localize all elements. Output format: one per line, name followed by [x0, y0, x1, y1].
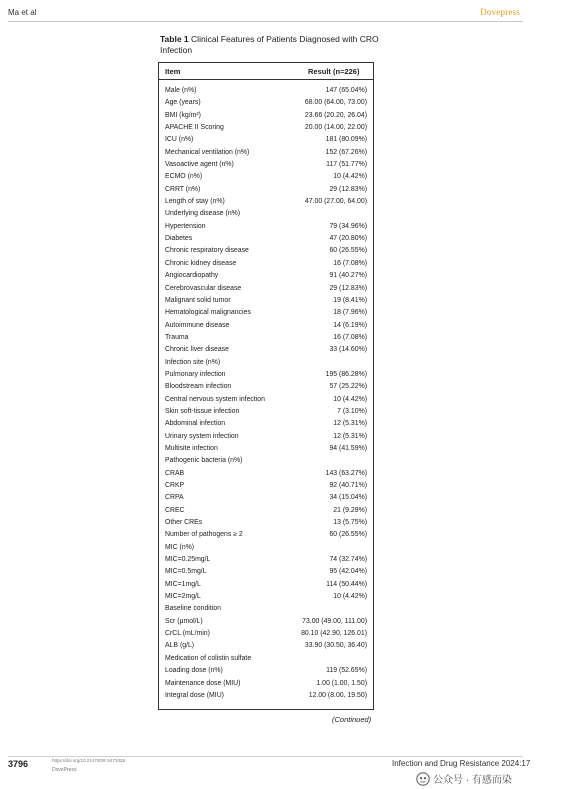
row-item-label: Hypertension	[165, 222, 206, 230]
row-result-value: 79 (34.96%)	[329, 222, 367, 230]
row-item-label: CREC	[165, 506, 185, 514]
row-item-label: Malignant solid tumor	[165, 296, 231, 304]
row-item-label: Maintenance dose (MIU)	[165, 679, 241, 687]
row-result-value: 91 (40.27%)	[329, 272, 367, 280]
table-row	[159, 184, 373, 196]
table-row	[159, 628, 373, 640]
watermark-text: 公众号 · 有感而染	[433, 775, 512, 786]
table-row	[159, 517, 373, 529]
row-result-value: 12.00 (8.00, 19.50)	[308, 691, 367, 699]
table-row	[159, 468, 373, 480]
row-result-value: 1.00 (1.00, 1.50)	[316, 679, 367, 687]
row-item-label: Chronic liver disease	[165, 346, 229, 354]
row-result-value: 147 (65.04%)	[325, 87, 367, 94]
row-result-value: 18 (7.96%)	[333, 309, 367, 317]
row-item-label: Trauma	[165, 333, 189, 341]
row-result-value: 181 (80.09%)	[325, 136, 367, 144]
row-result-value: 12 (5.31%)	[333, 420, 367, 428]
row-item-label: Angiocardiopathy	[165, 272, 219, 280]
row-result-value: 29 (12.83%)	[329, 284, 367, 292]
row-result-value: 23.66 (20.20, 26.04)	[304, 111, 367, 119]
row-result-value: 92 (40.71%)	[329, 482, 367, 489]
row-result-value: 119 (52.65%)	[326, 667, 367, 675]
row-item-label: Integral dose (MIU)	[165, 691, 224, 699]
row-result-value: 57 (25.22%)	[329, 383, 367, 391]
table-row	[159, 208, 373, 220]
row-item-label: Underlying disease (n%)	[165, 210, 241, 218]
row-result-value: 16 (7.08%)	[333, 259, 367, 267]
row-result-value: 10 (4.42%)	[333, 395, 367, 403]
table-row	[159, 233, 373, 245]
row-result-value: 10 (4.42%)	[333, 173, 367, 181]
row-item-label: Vasoactive agent (n%)	[165, 161, 234, 169]
table-row	[159, 591, 373, 603]
footer-divider	[8, 756, 523, 757]
continued-note: (Continued)	[332, 715, 372, 724]
row-result-value: 10 (4.42%)	[333, 593, 367, 601]
row-item-label: Hematological malignancies	[165, 309, 251, 317]
row-result-value: 34 (15.04%)	[329, 494, 367, 502]
row-item-label: ALB (g/L)	[165, 642, 195, 650]
row-item-label: Multisite infection	[165, 444, 218, 452]
journal-citation: Infection and Drug Resistance 2024:17	[392, 759, 531, 768]
table-row	[159, 431, 373, 443]
row-item-label: Mechanical ventilation (n%)	[165, 148, 250, 156]
row-result-value: 33.90 (30.50, 36.40)	[304, 642, 367, 650]
dovepress-footer-logo[interactable]: DovePress	[52, 767, 77, 773]
table-row	[159, 406, 373, 418]
table-row	[159, 492, 373, 504]
row-result-value: 16 (7.08%)	[333, 333, 367, 341]
running-header-author: Ma et al	[8, 8, 37, 17]
row-item-label: Length of stay (n%)	[165, 198, 225, 206]
row-result-value: 74 (32.74%)	[329, 556, 367, 564]
table-row	[159, 542, 373, 554]
row-item-label: CRAB	[165, 469, 185, 477]
doi-link[interactable]: https://doi.org/10.2147/IDR.S473328	[52, 758, 126, 763]
table-row	[159, 640, 373, 652]
row-item-label: Urinary system infection	[165, 432, 239, 440]
wechat-watermark	[416, 771, 512, 786]
table-row	[159, 332, 373, 344]
table-row	[159, 344, 373, 356]
row-item-label: MIC=2mg/L	[165, 593, 201, 601]
table-row	[159, 554, 373, 566]
row-result-value: 114 (50.44%)	[326, 580, 367, 588]
row-result-value: 20.00 (14.00, 22.00)	[304, 124, 367, 132]
table-row	[159, 455, 373, 467]
table-row	[159, 665, 373, 677]
row-item-label: ECMO (n%)	[165, 173, 203, 181]
row-item-label: MIC (n%)	[165, 543, 195, 551]
table-row	[159, 678, 373, 690]
table-row	[159, 505, 373, 517]
table-row	[159, 245, 373, 257]
row-result-value: 143 (63.27%)	[325, 469, 367, 477]
row-item-label: Bloodstream infection	[165, 383, 232, 391]
table-row	[159, 566, 373, 578]
row-item-label: Cerebrovascular disease	[165, 284, 242, 292]
header-divider	[8, 21, 523, 22]
table-row	[159, 579, 373, 591]
table-row	[159, 295, 373, 307]
row-item-label: Pulmonary infection	[165, 370, 226, 378]
table-row	[159, 221, 373, 233]
row-item-label: MIC=0.5mg/L	[165, 568, 207, 576]
row-result-value: 7 (3.10%)	[337, 407, 367, 415]
row-result-value: 73.00 (49.00, 111.00)	[302, 617, 367, 625]
table-row	[159, 283, 373, 295]
row-item-label: ICU (n%)	[165, 136, 194, 144]
table-row	[159, 394, 373, 406]
table-row	[159, 147, 373, 159]
row-item-label: Skin soft-tissue infection	[165, 407, 240, 415]
table-row	[159, 529, 373, 541]
row-result-value: 195 (86.28%)	[325, 370, 367, 378]
row-result-value: 68.00 (64.00, 73.00)	[304, 99, 367, 107]
row-result-value: 47 (20.80%)	[329, 235, 367, 243]
table-title-text: Clinical Features of Patients Diagnosed with CRO Infection	[160, 34, 379, 55]
row-item-label: Chronic kidney disease	[165, 259, 237, 267]
row-result-value: 152 (67.26%)	[325, 148, 367, 156]
column-header-item: Item	[165, 67, 181, 76]
table-row	[159, 122, 373, 134]
table-row	[159, 480, 373, 492]
table-row	[159, 134, 373, 146]
table-row	[159, 159, 373, 171]
row-result-value: 80.10 (42.90, 126.01)	[301, 630, 367, 638]
row-item-label: Other CREs	[165, 519, 203, 527]
row-result-value: 95 (42.04%)	[329, 568, 367, 576]
table-row	[159, 196, 373, 208]
row-result-value: 19 (8.41%)	[333, 296, 367, 304]
row-item-label: MIC=0.25mg/L	[165, 556, 211, 564]
row-item-label: Central nervous system infection	[165, 395, 265, 403]
clinical-features-table	[158, 62, 374, 710]
table-row	[159, 381, 373, 393]
table-row	[159, 357, 373, 369]
table-row	[159, 270, 373, 282]
row-result-value: 94 (41.59%)	[329, 444, 367, 452]
table-row	[159, 616, 373, 628]
wechat-official-account-icon	[416, 772, 430, 786]
row-result-value: 13 (5.75%)	[333, 519, 367, 527]
row-item-label: BMI (kg/m²)	[165, 111, 201, 119]
table-row	[159, 369, 373, 381]
row-item-label: Baseline condition	[165, 605, 221, 613]
table-row	[159, 653, 373, 665]
row-item-label: CRRT (n%)	[165, 185, 201, 193]
row-item-label: Medication of colistin sulfate	[165, 654, 252, 662]
row-item-label: Scr (μmol/L)	[165, 617, 203, 625]
table-row	[159, 418, 373, 430]
row-item-label: CRKP	[165, 482, 185, 489]
dovepress-logo[interactable]: Dovepress	[480, 7, 520, 17]
row-item-label: APACHE II Scoring	[165, 124, 224, 132]
row-result-value: 47.00 (27.00, 64.00)	[304, 198, 367, 206]
row-result-value: 21 (9.29%)	[333, 506, 367, 514]
row-result-value: 29 (12.83%)	[329, 185, 367, 193]
row-result-value: 60 (26.55%)	[329, 247, 367, 255]
row-item-label: Diabetes	[165, 235, 193, 243]
table-row	[159, 307, 373, 319]
table-row	[159, 85, 373, 97]
table-row	[159, 320, 373, 332]
page-number: 3796	[8, 759, 29, 769]
row-item-label: Chronic respiratory disease	[165, 247, 249, 255]
row-item-label: CRPA	[165, 494, 184, 502]
table-title	[160, 34, 410, 56]
table-row	[159, 690, 373, 702]
row-result-value: 33 (14.60%)	[329, 346, 367, 354]
row-result-value: 12 (5.31%)	[333, 432, 367, 440]
row-item-label: Pathogenic bacteria (n%)	[165, 457, 243, 465]
row-item-label: MIC=1mg/L	[165, 580, 201, 588]
table-label: Table 1	[160, 34, 189, 44]
table-row	[159, 443, 373, 455]
column-header-result: Result (n=226)	[308, 67, 360, 76]
row-item-label: Loading dose (n%)	[165, 667, 223, 675]
row-item-label: Abdominal infection	[165, 420, 226, 428]
table-body	[159, 85, 373, 702]
row-item-label: Male (n%)	[165, 87, 197, 94]
row-item-label: Infection site (n%)	[165, 358, 221, 366]
table-header-row	[159, 63, 373, 80]
row-item-label: Age (years)	[165, 99, 201, 107]
table-row	[159, 97, 373, 109]
row-result-value: 60 (26.55%)	[329, 531, 367, 539]
row-result-value: 14 (6.19%)	[333, 321, 367, 329]
table-row	[159, 603, 373, 615]
row-item-label: Number of pathogens ≥ 2	[165, 531, 243, 539]
table-row	[159, 110, 373, 122]
table-row	[159, 171, 373, 183]
table-row	[159, 258, 373, 270]
row-result-value: 117 (51.77%)	[326, 161, 367, 169]
row-item-label: Autoimmune disease	[165, 321, 230, 329]
row-item-label: CrCL (mL/min)	[165, 630, 210, 638]
